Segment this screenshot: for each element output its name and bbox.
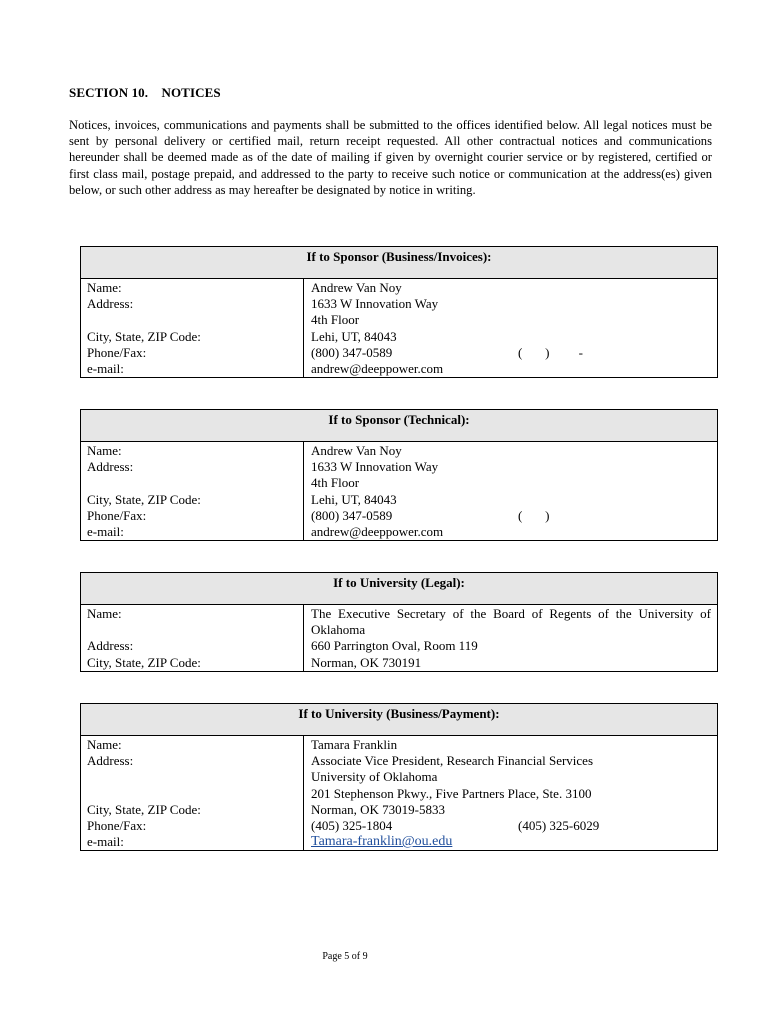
city-label: City, State, ZIP Code: — [87, 328, 201, 344]
address-line-3: 201 Stephenson Pkwy., Five Partners Place, Ste. 3100 — [311, 785, 592, 801]
table-heading: If to University (Business/Payment): — [81, 704, 717, 736]
value-column — [304, 605, 717, 671]
label-column — [81, 442, 304, 540]
phone-label: Phone/Fax: — [87, 817, 147, 833]
contact-name: Andrew Van Noy — [311, 280, 402, 295]
sponsor-business-notice-table — [80, 246, 718, 378]
phone-label: Phone/Fax: — [87, 507, 147, 523]
name-label: Name: — [87, 606, 122, 621]
table-heading: If to Sponsor (Business/Invoices): — [81, 247, 717, 279]
notices-paragraph: Notices, invoices, communications and payments shall be submitted to the offices identified below. All legal notices must be sent by personal delivery or certified mail, return receipt requested. All other contractual notices and communications hereunder shall be deemed made as of the date of mailing if given by overnight courier service or by registered, certified or first class mail, postage prepaid, and addressed to the party to receive such notice or communication at the address(es) given below, or such other address as may hereafter be designated by notice in writing. — [69, 118, 712, 197]
address-line-2: University of Oklahoma — [311, 769, 438, 785]
section-title: NOTICES — [161, 85, 221, 100]
university-business-notice-table — [80, 703, 718, 851]
email-address: andrew@deeppower.com — [311, 360, 444, 376]
fax-number: ( ) — [518, 507, 550, 523]
phone-label: Phone/Fax: — [87, 344, 147, 360]
email-label: e-mail: — [87, 834, 124, 850]
university-legal-notice-table — [80, 572, 718, 672]
value-column — [304, 279, 717, 377]
address-line-1: 660 Parrington Oval, Room 119 — [311, 638, 478, 654]
fax-number: ( ) - — [518, 344, 583, 360]
label-column — [81, 736, 304, 850]
email-address: andrew@deeppower.com — [311, 523, 444, 539]
city-state-zip: Lehi, UT, 84043 — [311, 328, 397, 344]
label-column — [81, 279, 304, 377]
address-label: Address: — [87, 459, 134, 475]
address-line-1: 1633 W Innovation Way — [311, 459, 439, 475]
email-link[interactable]: Tamara-franklin@ou.edu — [311, 834, 453, 850]
address-label: Address: — [87, 753, 134, 769]
city-state-zip: Norman, OK 730191 — [311, 654, 422, 670]
section-heading — [69, 85, 221, 101]
city-label: City, State, ZIP Code: — [87, 801, 201, 817]
city-state-zip: Lehi, UT, 84043 — [311, 491, 397, 507]
page-number: Page 5 of 9 — [322, 951, 368, 962]
contact-name: Andrew Van Noy — [311, 443, 402, 458]
address-line-2: 4th Floor — [311, 475, 360, 491]
city-label: City, State, ZIP Code: — [87, 491, 201, 507]
fax-number: (405) 325-6029 — [518, 817, 600, 833]
address-label: Address: — [87, 638, 134, 654]
email-label: e-mail: — [87, 523, 124, 539]
table-heading: If to Sponsor (Technical): — [81, 410, 717, 442]
value-column — [304, 442, 717, 540]
name-label: Name: — [87, 737, 122, 752]
address-line-1: Associate Vice President, Research Financial Services — [311, 753, 594, 769]
email-label: e-mail: — [87, 360, 124, 376]
address-line-2: 4th Floor — [311, 312, 360, 328]
city-state-zip: Norman, OK 73019-5833 — [311, 801, 445, 817]
phone-number: (800) 347-0589 — [311, 507, 393, 523]
contact-name: The Executive Secretary of the Board of Regents of the University of Oklahoma — [311, 606, 711, 638]
phone-number: (800) 347-0589 — [311, 344, 393, 360]
label-column — [81, 605, 304, 671]
name-label: Name: — [87, 280, 122, 295]
contact-name: Tamara Franklin — [311, 737, 398, 752]
address-line-1: 1633 W Innovation Way — [311, 296, 439, 312]
address-label: Address: — [87, 296, 134, 312]
table-heading: If to University (Legal): — [81, 573, 717, 605]
value-column — [304, 736, 717, 850]
name-label: Name: — [87, 443, 122, 458]
city-label: City, State, ZIP Code: — [87, 654, 201, 670]
sponsor-technical-notice-table — [80, 409, 718, 541]
phone-number: (405) 325-1804 — [311, 817, 393, 833]
section-number: SECTION 10. — [69, 85, 149, 100]
